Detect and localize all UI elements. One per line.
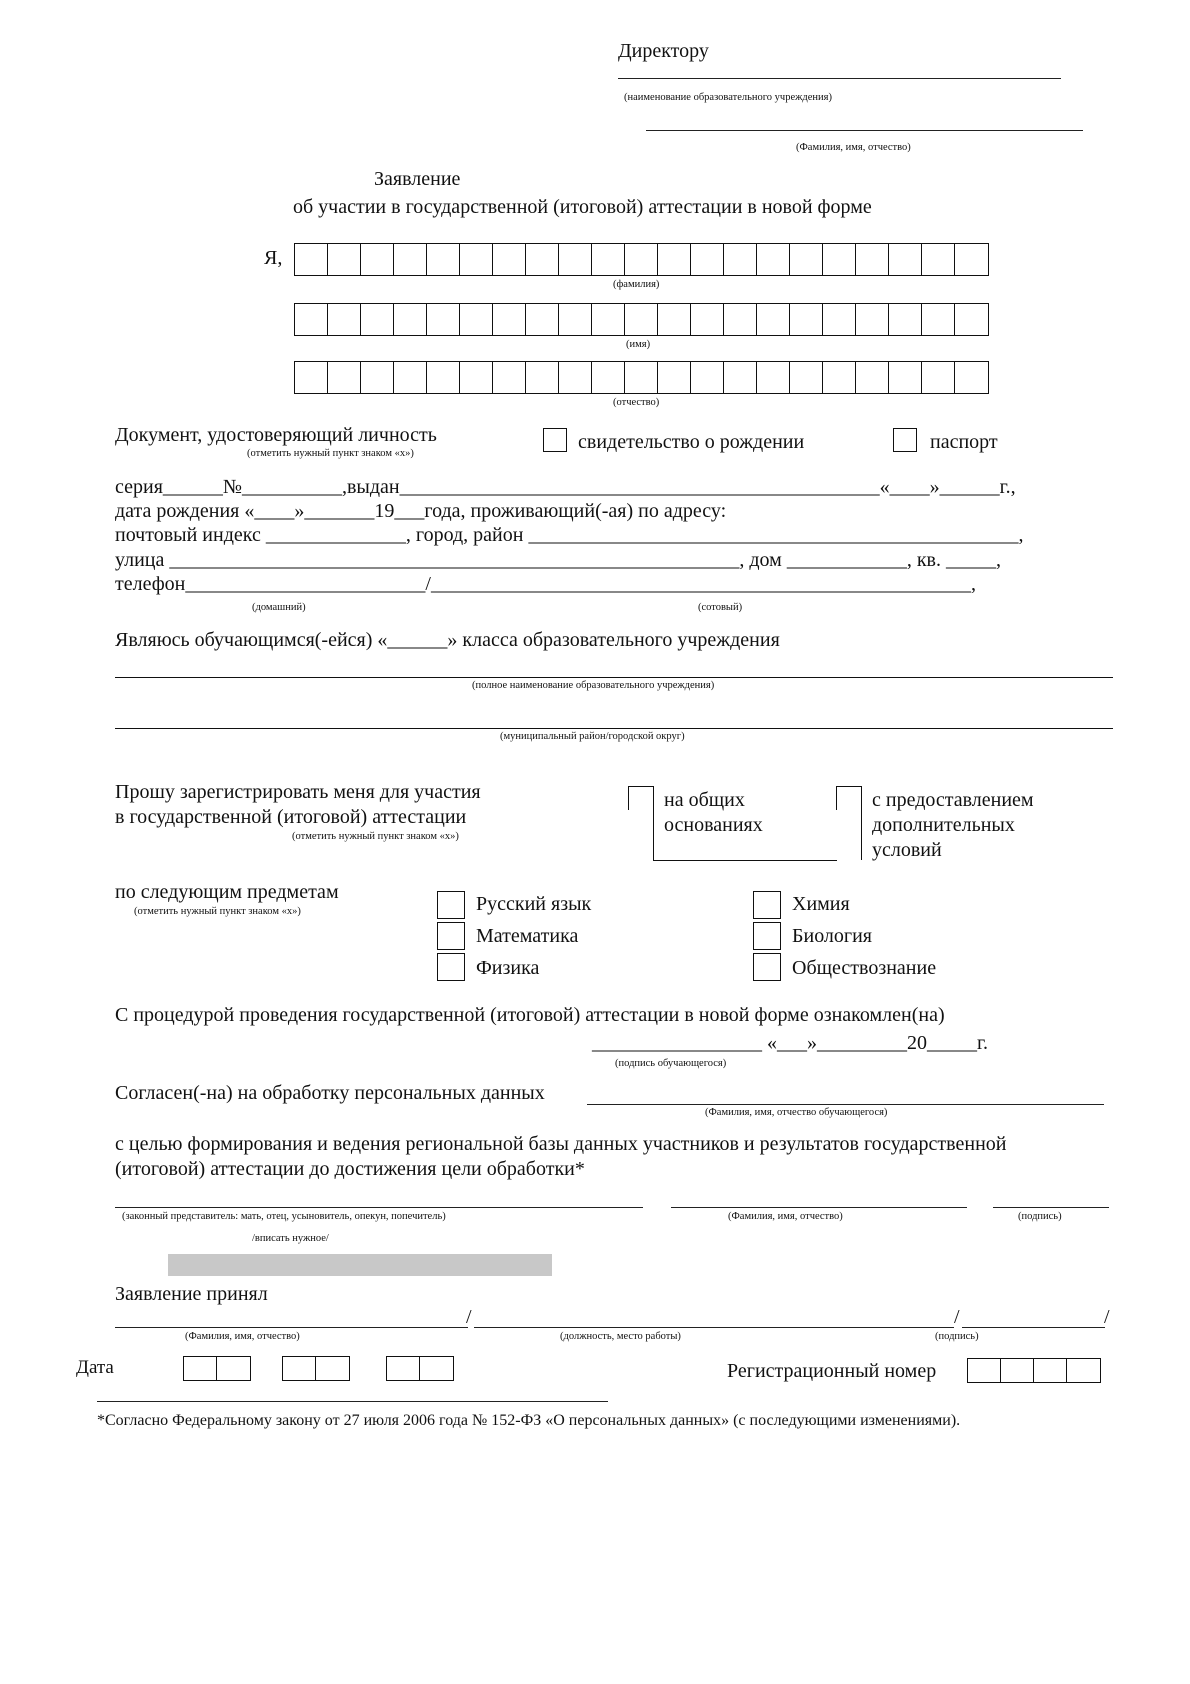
chemistry-label: Химия xyxy=(792,893,850,915)
consent-purpose-line1: с целью формирования и ведения региональной базы данных участников и результатов государственной xyxy=(115,1133,1007,1155)
institution-line[interactable] xyxy=(618,78,1061,79)
document-hint: (отметить нужный пункт знаком «х») xyxy=(247,448,414,459)
general-basis-label1: на общих xyxy=(664,789,745,811)
date-year-cells[interactable] xyxy=(386,1356,454,1381)
procedure-sign-caption: (подпись обучающегося) xyxy=(615,1058,727,1069)
representative-sign-caption: (подпись) xyxy=(1018,1211,1062,1222)
title-line2: об участии в государственной (итоговой) аттестации в новой форме xyxy=(293,196,872,218)
title-line1: Заявление xyxy=(374,168,461,190)
patronymic-cells[interactable] xyxy=(294,361,989,394)
birth-certificate-label: свидетельство о рождении xyxy=(578,431,805,453)
birth-certificate-checkbox[interactable] xyxy=(543,428,567,452)
math-label: Математика xyxy=(476,925,579,947)
postal-city-line[interactable]: почтовый индекс ______________, город, район _________________________________________________, xyxy=(115,524,1024,546)
general-basis-checkbox[interactable] xyxy=(628,786,654,810)
chemistry-checkbox[interactable] xyxy=(753,891,781,919)
accepted-sign-caption: (подпись) xyxy=(935,1331,979,1342)
director-fio-line[interactable] xyxy=(646,130,1083,131)
date-label: Дата xyxy=(76,1357,114,1378)
register-hint: (отметить нужный пункт знаком «х») xyxy=(292,831,459,842)
registration-number-label: Регистрационный номер xyxy=(727,1360,937,1382)
physics-label: Физика xyxy=(476,957,540,979)
consent-label: Согласен(-на) на обработку персональных данных xyxy=(115,1082,545,1104)
additional-conditions-label3: условий xyxy=(872,839,942,861)
general-basis-underline xyxy=(653,860,837,861)
date-month-cells[interactable] xyxy=(282,1356,350,1381)
consent-fio-caption: (Фамилия, имя, отчество обучающегося) xyxy=(705,1107,888,1118)
slash-3: / xyxy=(1104,1306,1110,1328)
slash-2: / xyxy=(954,1306,960,1328)
social-studies-checkbox[interactable] xyxy=(753,953,781,981)
register-line2: в государственной (итоговой) аттестации xyxy=(115,806,467,828)
ya-label: Я, xyxy=(264,247,283,269)
footnote: *Согласно Федеральному закону от 27 июля 2006 года № 152-ФЗ «О персональных данных» (с последующими изменениями). xyxy=(97,1412,961,1429)
phone-line[interactable]: телефон________________________/______________________________________________________, xyxy=(115,573,976,595)
district-caption: (муниципальный район/городской округ) xyxy=(500,731,685,742)
director-fio-caption: (Фамилия, имя, отчество) xyxy=(796,142,911,153)
passport-label: паспорт xyxy=(930,431,998,453)
home-phone-caption: (домашний) xyxy=(252,602,306,613)
accepted-position-line[interactable] xyxy=(474,1327,954,1328)
class-line[interactable]: Являюсь обучающимся(-ейся) «______» класса образовательного учреждения xyxy=(115,629,780,651)
procedure-sign-line[interactable]: _________________ «___»_________20_____г. xyxy=(592,1032,988,1054)
passport-series-line[interactable]: серия______№__________,выдан________________________________________________«____»______г., xyxy=(115,476,1016,498)
consent-fio-line[interactable] xyxy=(587,1104,1104,1105)
representative-line[interactable] xyxy=(115,1207,643,1208)
accepted-position-caption: (должность, место работы) xyxy=(560,1331,681,1342)
passport-checkbox[interactable] xyxy=(893,428,917,452)
additional-conditions-label2: дополнительных xyxy=(872,814,1015,836)
representative-sign-line[interactable] xyxy=(993,1207,1109,1208)
patronymic-caption: (отчество) xyxy=(613,397,660,408)
general-basis-label2: основаниях xyxy=(664,814,763,836)
social-studies-label: Обществознание xyxy=(792,957,937,979)
procedure-line: С процедурой проведения государственной (итоговой) аттестации в новой форме ознакомлен(на) xyxy=(115,1004,945,1026)
institution-full-name-line[interactable] xyxy=(115,677,1113,678)
birth-date-line[interactable]: дата рождения «____»_______19___года, проживающий(-ая) по адресу: xyxy=(115,500,727,522)
russian-checkbox[interactable] xyxy=(437,891,465,919)
additional-conditions-bracket xyxy=(861,810,862,860)
mobile-phone-caption: (сотовый) xyxy=(698,602,743,613)
accepted-fio-line[interactable] xyxy=(115,1327,468,1328)
accepted-sign-line[interactable] xyxy=(962,1327,1105,1328)
director-label: Директору xyxy=(618,40,709,62)
biology-label: Биология xyxy=(792,925,873,947)
accepted-label: Заявление принял xyxy=(115,1283,268,1305)
street-line[interactable]: улица _________________________________________________________, дом ____________, кв. _____, xyxy=(115,549,1001,571)
additional-conditions-checkbox[interactable] xyxy=(836,786,862,810)
footnote-separator xyxy=(97,1401,608,1402)
register-line1: Прошу зарегистрировать меня для участия xyxy=(115,781,481,803)
surname-caption: (фамилия) xyxy=(613,279,660,290)
slash-1: / xyxy=(466,1306,472,1328)
date-day-cells[interactable] xyxy=(183,1356,251,1381)
subjects-hint: (отметить нужный пункт знаком «х») xyxy=(134,906,301,917)
physics-checkbox[interactable] xyxy=(437,953,465,981)
institution-caption: (наименование образовательного учреждения) xyxy=(624,92,832,103)
biology-checkbox[interactable] xyxy=(753,922,781,950)
russian-label: Русский язык xyxy=(476,893,592,915)
representative-fio-caption: (Фамилия, имя, отчество) xyxy=(728,1211,843,1222)
representative-caption: (законный представитель: мать, отец, усыновитель, опекун, попечитель) xyxy=(122,1211,446,1222)
accepted-fio-caption: (Фамилия, имя, отчество) xyxy=(185,1331,300,1342)
consent-purpose-line2: (итоговой) аттестации до достижения цели обработки* xyxy=(115,1158,585,1180)
district-line[interactable] xyxy=(115,728,1113,729)
document-label: Документ, удостоверяющий личность xyxy=(115,424,437,446)
representative-fio-line[interactable] xyxy=(671,1207,967,1208)
additional-conditions-label1: с предоставлением xyxy=(872,789,1034,811)
redacted-bar xyxy=(168,1254,552,1276)
general-basis-bracket xyxy=(653,810,654,860)
math-checkbox[interactable] xyxy=(437,922,465,950)
institution-full-name-caption: (полное наименование образовательного учреждения) xyxy=(472,680,715,691)
name-caption: (имя) xyxy=(626,339,651,350)
subjects-label: по следующим предметам xyxy=(115,881,339,903)
surname-cells[interactable] xyxy=(294,243,989,276)
registration-number-cells[interactable] xyxy=(967,1358,1101,1383)
name-cells[interactable] xyxy=(294,303,989,336)
fill-note: /вписать нужное/ xyxy=(252,1233,329,1244)
